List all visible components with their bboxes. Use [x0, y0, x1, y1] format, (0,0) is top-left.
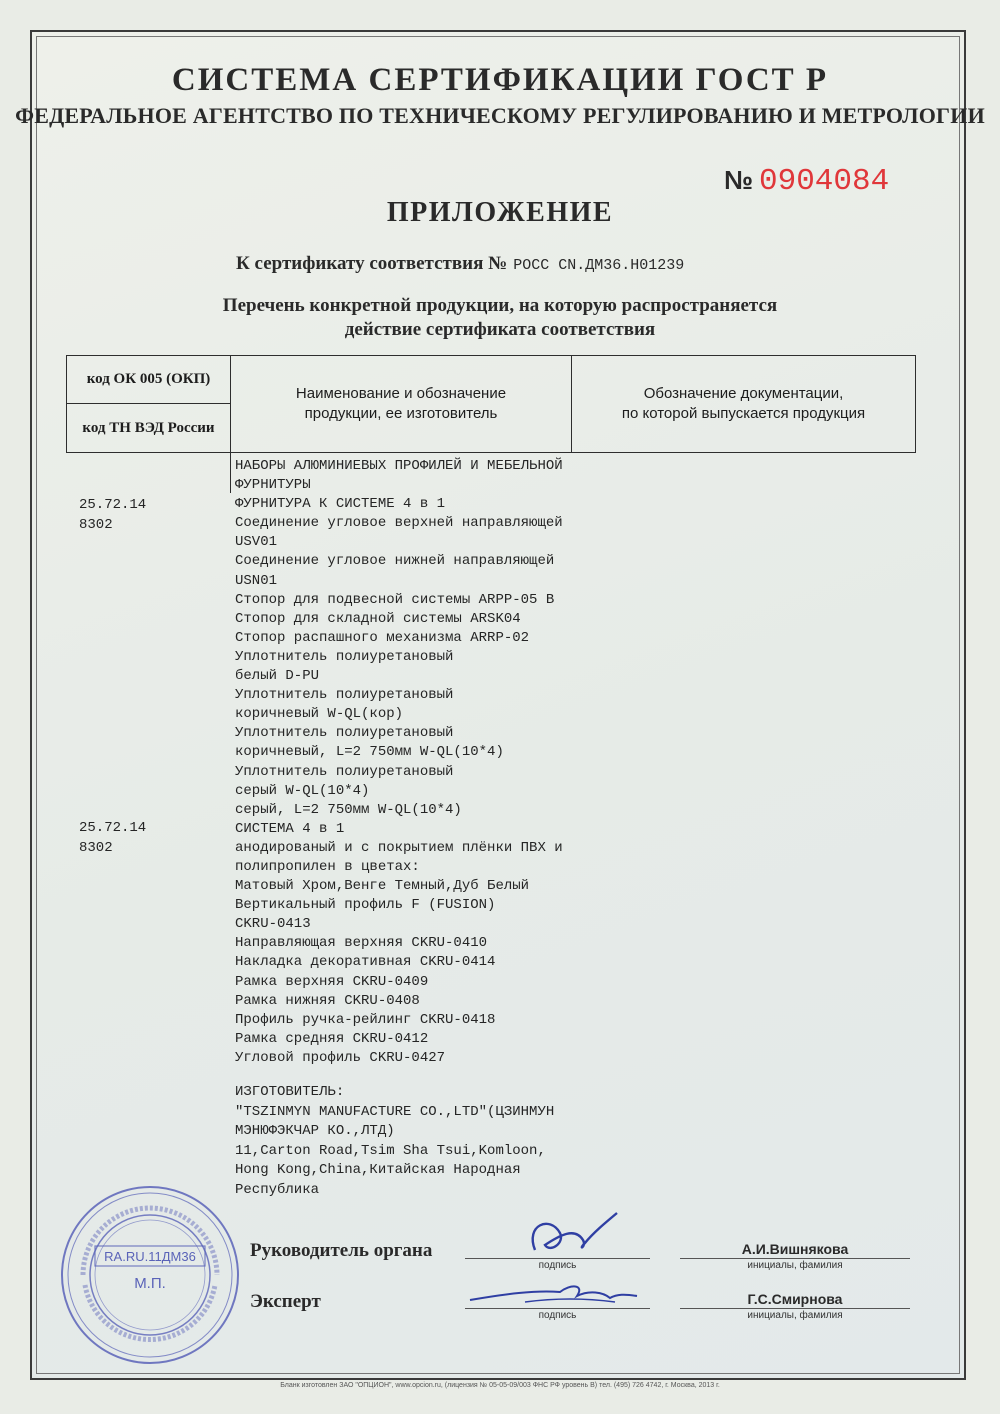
product-line: коричневый W-QL(кор) — [235, 706, 404, 723]
column-divider — [230, 453, 231, 493]
head-signature-line — [465, 1258, 650, 1259]
documentation-header — [572, 356, 915, 452]
head-name: А.И.Вишнякова — [741, 1241, 849, 1257]
product-line: Матовый Хром,Венге Темный,Дуб Белый — [235, 878, 530, 895]
expert-name-line — [680, 1308, 910, 1309]
head-signature-caption: подпись — [538, 1260, 577, 1271]
product-line: Вертикальный профиль F (FUSION) — [235, 897, 496, 914]
product-line: Накладка декоративная CKRU-0414 — [235, 954, 496, 971]
expert-signature — [465, 1280, 645, 1310]
head-name-line — [680, 1258, 910, 1259]
product-line: ФУРНИТУРЫ — [235, 477, 311, 494]
head-name-caption: инициалы, фамилия — [747, 1260, 843, 1271]
product-line: Профиль ручка-рейлинг CKRU-0418 — [235, 1011, 496, 1028]
product-line: Уплотнитель полиуретановый — [235, 725, 454, 742]
list-title-line1: Перечень конкретной продукции, на которую распространяется — [222, 295, 778, 316]
certificate-reference — [236, 253, 684, 275]
product-list — [235, 457, 655, 1068]
product-line: Угловой профиль CKRU-0427 — [235, 1049, 446, 1066]
list-title — [0, 294, 1000, 342]
documentation-header-line1: Обозначение документации, — [643, 385, 844, 402]
product-line: USV01 — [235, 534, 278, 551]
product-line: Соединение угловое нижней направляющей — [235, 553, 555, 570]
list-title-line2: действие сертификата соответствия — [344, 319, 656, 340]
okp-code-header: код ОК 005 (ОКП) — [67, 356, 230, 404]
manufacturer-line: 11,Carton Road,Tsim Sha Tsui,Komloon, — [235, 1142, 546, 1159]
code-group-2 — [79, 818, 146, 858]
product-line: серый, L=2 750мм W-QL(10*4) — [235, 801, 462, 818]
expert-name: Г.С.Смирнова — [747, 1291, 843, 1307]
head-label: Руководитель органа — [250, 1240, 433, 1261]
table-header — [66, 355, 916, 453]
expert-label: Эксперт — [250, 1291, 321, 1312]
certification-stamp — [55, 1180, 245, 1370]
product-name-header-line1: Наименование и обозначение — [295, 385, 507, 402]
manufacturer-line: ИЗГОТОВИТЕЛЬ: — [235, 1084, 345, 1100]
certificate-label: К сертификату соответствия № — [236, 253, 508, 274]
product-line: коричневый, L=2 750мм W-QL(10*4) — [235, 744, 504, 761]
footer-imprint: Бланк изготовлен ЗАО "ОПЦИОН", www.opcion.ru, (лицензия № 05-05-09/003 ФНС РФ уровень В) тел. (495) 726 4742, г. Москва, 2013 г. — [280, 1382, 720, 1389]
okp-code: 25.72.14 — [79, 497, 147, 513]
product-line: Направляющая верхняя CKRU-0410 — [235, 935, 488, 952]
manufacturer-line: МЭНЮФЭКЧАР КО.,ЛТД) — [235, 1123, 395, 1139]
product-line: Соединение угловое верхней направляющей — [235, 515, 563, 532]
tnved-code: 8302 — [79, 517, 113, 533]
tnved-code: 8302 — [79, 840, 113, 856]
agency-title: ФЕДЕРАЛЬНОЕ АГЕНТСТВО ПО ТЕХНИЧЕСКОМУ РЕГУЛИРОВАНИЮ И МЕТРОЛОГИИ — [15, 103, 985, 128]
head-signature — [505, 1205, 625, 1265]
product-line: Рамка нижняя CKRU-0408 — [235, 992, 420, 1009]
product-line: USN01 — [235, 572, 278, 589]
product-line: полипропилен в цветах: — [235, 858, 420, 875]
certificate-number: РОСС CN.ДМ36.Н01239 — [513, 257, 685, 274]
system-title: СИСТЕМА СЕРТИФИКАЦИИ ГОСТ Р — [171, 62, 829, 98]
documentation-header-line2: по которой выпускается продукция — [621, 405, 866, 422]
number-sign: № — [724, 165, 753, 195]
expert-name-caption: инициалы, фамилия — [747, 1310, 843, 1321]
code-column-header — [67, 356, 231, 452]
product-line: НАБОРЫ АЛЮМИНИЕВЫХ ПРОФИЛЕЙ И МЕБЕЛЬНОЙ — [235, 458, 563, 474]
product-line: Уплотнитель полиуретановый — [235, 687, 454, 704]
manufacturer-block — [235, 1083, 655, 1200]
product-name-header-line2: продукции, ее изготовитель — [304, 405, 498, 422]
product-line: Рамка средняя CKRU-0412 — [235, 1030, 429, 1047]
code-group-1 — [79, 495, 146, 535]
product-line: серый W-QL(10*4) — [235, 782, 370, 799]
product-line: Стопор распашного механизма ARRP-02 — [235, 629, 530, 646]
product-line: Стопор для подвесной системы ARPP-05 B — [235, 591, 555, 608]
product-line: СИСТЕМА 4 в 1 — [235, 820, 345, 837]
product-line: белый D-PU — [235, 668, 320, 685]
manufacturer-line: "TSZINMYN MANUFACTURE CO.,LTD"(ЦЗИНМУН — [235, 1103, 555, 1120]
product-line: анодированый и с покрытием плёнки ПВХ и — [235, 839, 563, 856]
form-number: 0904084 — [758, 164, 890, 199]
expert-signature-caption: подпись — [538, 1310, 577, 1321]
product-line: Рамка верхняя CKRU-0409 — [235, 973, 429, 990]
stamp-code: RA.RU.11ДМ36 — [104, 1249, 196, 1264]
product-line: Уплотнитель полиуретановый — [235, 763, 454, 780]
manufacturer-line: Республика — [235, 1181, 320, 1198]
manufacturer-line: Hong Kong,China,Китайская Народная — [235, 1162, 521, 1178]
product-line: Стопор для складной системы ARSK04 — [235, 610, 521, 627]
form-number-block — [724, 163, 889, 199]
okp-code: 25.72.14 — [79, 820, 147, 836]
stamp-mp: М.П. — [134, 1275, 166, 1292]
tnved-code-header: код ТН ВЭД России — [82, 419, 215, 436]
product-line: Уплотнитель полиуретановый — [235, 648, 454, 665]
document-title: ПРИЛОЖЕНИЕ — [386, 197, 614, 228]
product-name-header — [231, 356, 572, 452]
expert-signature-line — [465, 1308, 650, 1309]
product-line: ФУРНИТУРА К СИСТЕМЕ 4 в 1 — [235, 496, 446, 513]
product-line: CKRU-0413 — [235, 916, 311, 933]
